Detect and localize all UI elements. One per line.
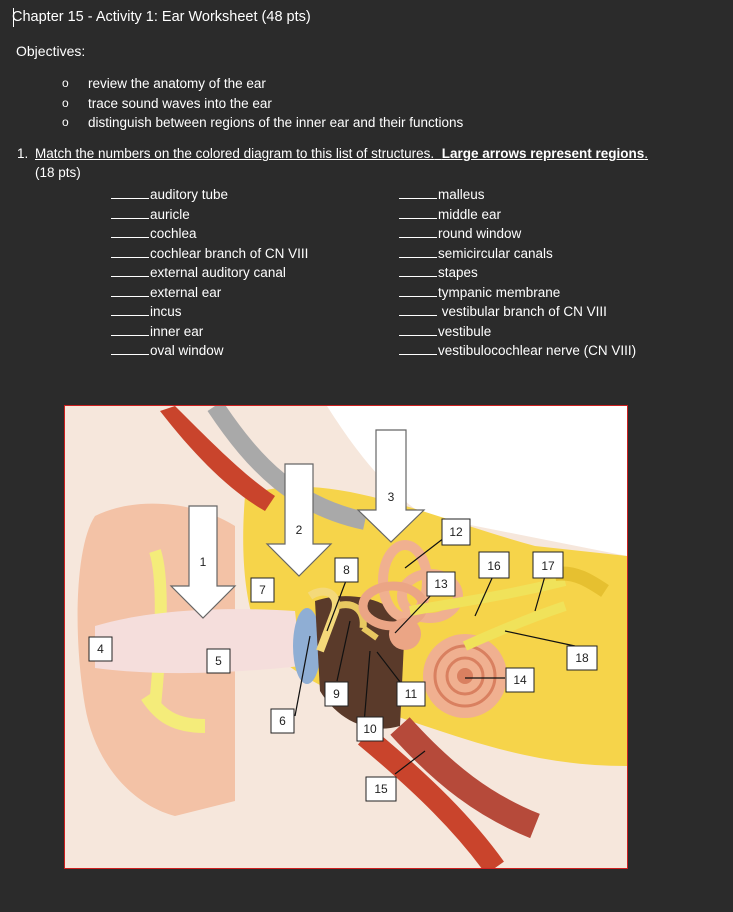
structure-item[interactable]: auricle [111,204,308,224]
svg-text:13: 13 [434,577,448,591]
answer-blank[interactable] [399,223,437,238]
answer-blank[interactable] [111,301,149,316]
structure-item[interactable]: middle ear [399,204,636,224]
question-number: 1. [17,146,29,161]
answer-blank[interactable] [399,282,437,297]
answer-blank[interactable] [111,184,149,199]
answer-blank[interactable] [399,243,437,258]
objective-item: o review the anatomy of the ear [62,74,463,94]
objectives-list [62,74,463,133]
structure-item[interactable]: vestibule [399,321,636,341]
structure-item[interactable]: external ear [111,282,308,302]
answer-blank[interactable] [399,321,437,336]
svg-text:14: 14 [513,673,527,687]
answer-blank[interactable] [111,321,149,336]
answer-blank[interactable] [111,204,149,219]
objective-item: o trace sound waves into the ear [62,94,463,114]
answer-blank[interactable] [111,243,149,258]
bullet-icon: o [62,76,69,90]
structure-item[interactable]: auditory tube [111,184,308,204]
structure-item[interactable]: round window [399,223,636,243]
ear-anatomy-illustration [65,406,627,868]
structure-item[interactable]: vestibulocochlear nerve (CN VIII) [399,340,636,360]
external-auditory-canal [95,609,301,673]
svg-text:16: 16 [487,559,501,573]
svg-text:18: 18 [575,651,589,665]
question-points: (18 pts) [35,165,81,180]
answer-blank[interactable] [399,262,437,277]
structure-item[interactable]: oval window [111,340,308,360]
svg-text:7: 7 [259,583,266,597]
structure-item[interactable]: external auditory canal [111,262,308,282]
structure-item[interactable]: cochlear branch of CN VIII [111,243,308,263]
objective-item: o distinguish between regions of the inner ear and their functions [62,113,463,133]
svg-text:3: 3 [387,490,395,504]
answer-blank[interactable] [399,340,437,355]
svg-text:17: 17 [541,559,555,573]
structure-item[interactable]: tympanic membrane [399,282,636,302]
answer-blank[interactable] [399,184,437,199]
structure-list-right [399,184,636,360]
structure-item[interactable]: vestibular branch of CN VIII [399,301,636,321]
answer-blank[interactable] [111,282,149,297]
svg-text:1: 1 [199,555,207,569]
svg-text:12: 12 [449,525,463,539]
structure-item[interactable]: stapes [399,262,636,282]
svg-text:5: 5 [215,654,222,668]
svg-text:11: 11 [404,687,418,701]
svg-text:10: 10 [363,722,377,736]
objectives-heading: Objectives: [16,43,86,59]
structure-item[interactable]: cochlea [111,223,308,243]
question-text: Match the numbers on the colored diagram to this list of structures. Large arrows represent regions. [35,146,649,161]
ear-diagram [64,405,628,869]
svg-text:15: 15 [374,782,388,796]
structure-item[interactable]: incus [111,301,308,321]
structure-list-left [111,184,308,360]
answer-blank[interactable] [399,301,437,316]
bullet-icon: o [62,115,69,129]
svg-text:8: 8 [343,563,350,577]
page-title: Chapter 15 - Activity 1: Ear Worksheet (48 pts) [12,9,311,25]
svg-text:9: 9 [333,687,340,701]
svg-text:6: 6 [279,714,286,728]
question-bold-text: Large arrows represent regions [441,146,645,161]
svg-text:2: 2 [295,523,303,537]
answer-blank[interactable] [111,340,149,355]
answer-blank[interactable] [399,204,437,219]
structure-item[interactable]: semicircular canals [399,243,636,263]
answer-blank[interactable] [111,223,149,238]
answer-blank[interactable] [111,262,149,277]
structure-item[interactable]: inner ear [111,321,308,341]
svg-text:4: 4 [97,642,104,656]
structure-item[interactable]: malleus [399,184,636,204]
bullet-icon: o [62,95,69,110]
